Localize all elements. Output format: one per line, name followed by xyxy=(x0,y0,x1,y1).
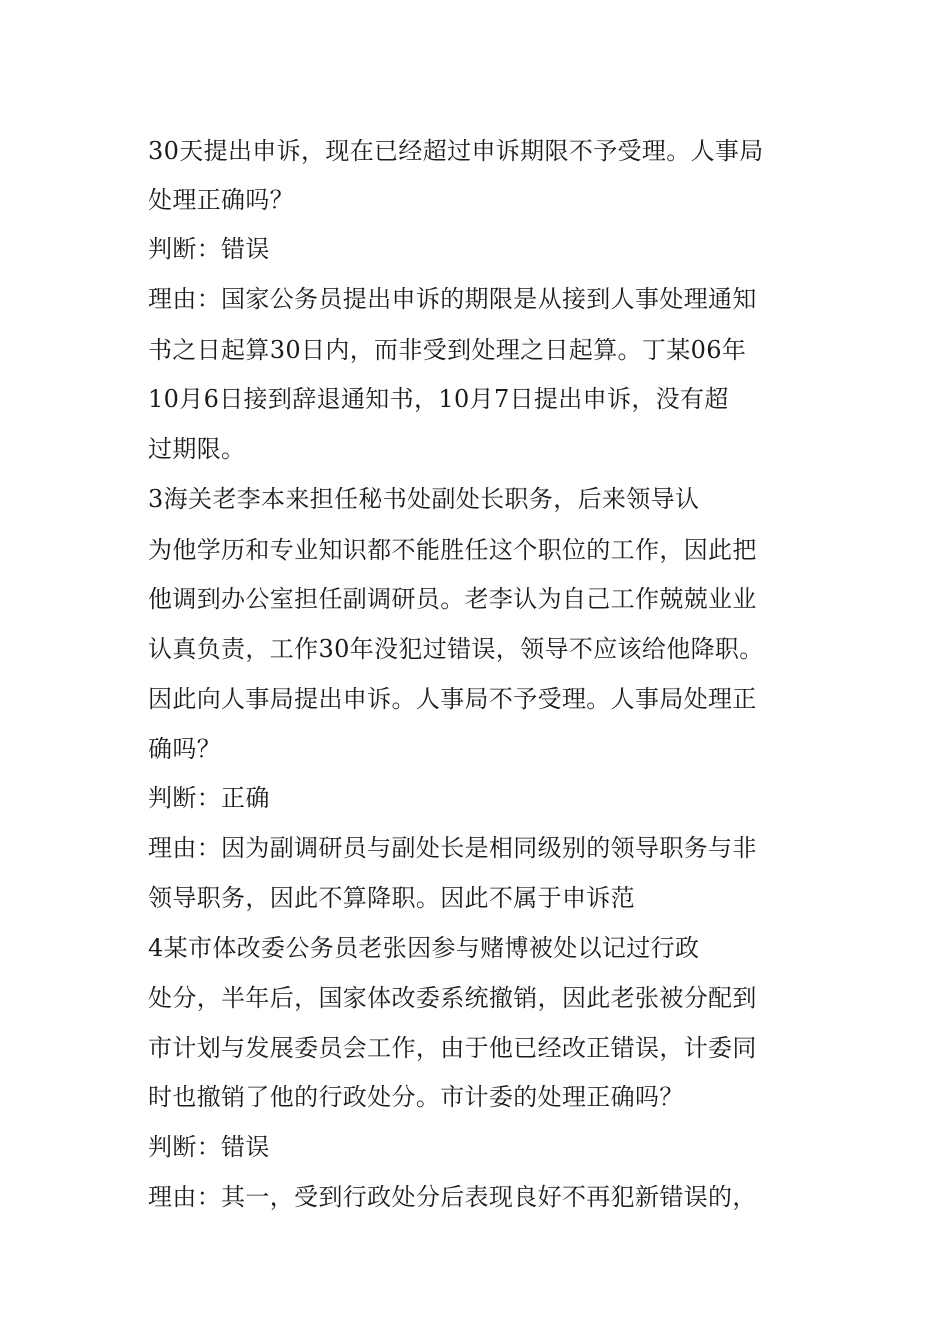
text-line: 4某市体改委公务员老张因参与赌博被处以记过行政 xyxy=(148,934,700,962)
text-line: 市计划与发展委员会工作，由于他已经改正错误，计委同 xyxy=(148,1034,757,1062)
text-line: 理由：因为副调研员与副处长是相同级别的领导职务与非 xyxy=(148,834,757,862)
text-line: 3海关老李本来担任秘书处副处长职务，后来领导认 xyxy=(148,485,700,513)
text-line: 因此向人事局提出申诉。人事局不予受理。人事局处理正 xyxy=(148,685,757,713)
text-line: 确吗？ xyxy=(148,735,222,763)
text-line: 10月6日接到辞退通知书，10月7日提出申诉，没有超 xyxy=(148,385,729,413)
text-line: 理由：其一，受到行政处分后表现良好不再犯新错误的， xyxy=(148,1183,757,1211)
text-line: 30天提出申诉，现在已经超过申诉期限不予受理。人事局 xyxy=(148,137,764,165)
text-line: 判断：错误 xyxy=(148,235,270,263)
text-line: 理由：国家公务员提出申诉的期限是从接到人事处理通知 xyxy=(148,285,757,313)
text-line: 处理正确吗？ xyxy=(148,186,295,214)
text-line: 他调到办公室担任副调研员。老李认为自己工作兢兢业业 xyxy=(148,585,757,613)
text-line: 领导职务，因此不算降职。因此不属于申诉范 xyxy=(148,884,635,912)
text-line: 认真负责，工作30年没犯过错误，领导不应该给他降职。 xyxy=(148,635,764,663)
text-line: 处分，半年后，国家体改委系统撤销，因此老张被分配到 xyxy=(148,984,757,1012)
text-line: 书之日起算30日内，而非受到处理之日起算。丁某06年 xyxy=(148,336,747,364)
text-line: 过期限。 xyxy=(148,435,246,463)
text-line: 判断：正确 xyxy=(148,784,270,812)
text-line: 时也撤销了他的行政处分。市计委的处理正确吗？ xyxy=(148,1083,684,1111)
text-line: 判断：错误 xyxy=(148,1133,270,1161)
text-line: 为他学历和专业知识都不能胜任这个职位的工作，因此把 xyxy=(148,536,757,564)
